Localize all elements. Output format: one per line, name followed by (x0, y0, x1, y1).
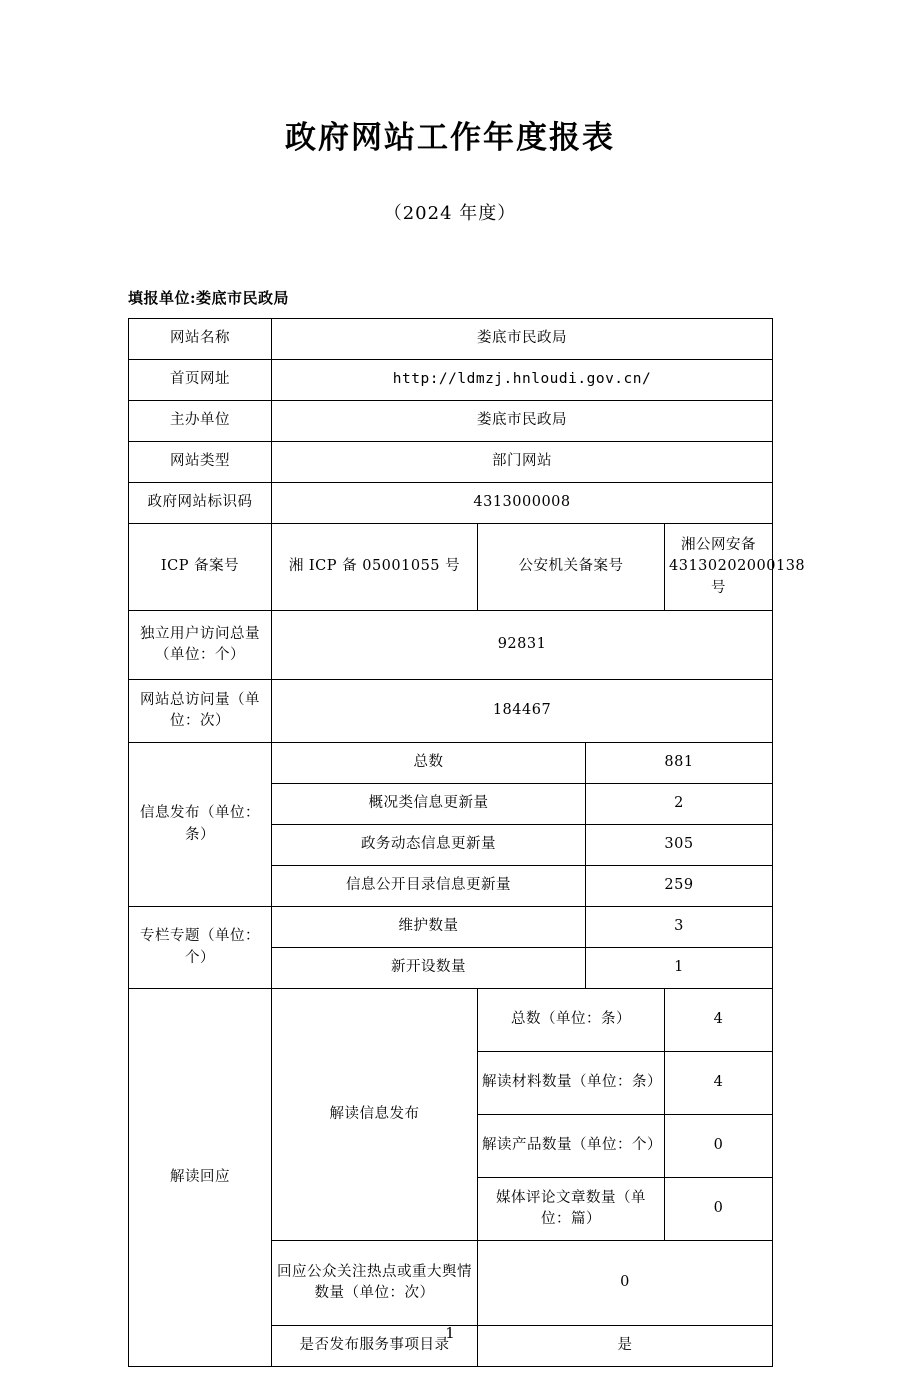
interp-total-value: 4 (665, 989, 773, 1052)
police-record-label: 公安机关备案号 (478, 524, 665, 611)
maintain-count-label: 维护数量 (272, 907, 586, 948)
site-name-value: 娄底市民政局 (272, 319, 773, 360)
host-unit-label: 主办单位 (129, 401, 272, 442)
total-visits-label: 网站总访问量（单位：次） (129, 680, 272, 743)
info-total-value: 881 (586, 743, 773, 784)
info-publish-label: 信息发布（单位：条） (129, 743, 272, 907)
site-type-value: 部门网站 (272, 442, 773, 483)
icp-value: 湘 ICP 备 05001055 号 (272, 524, 478, 611)
unique-visitors-value: 92831 (272, 611, 773, 680)
police-record-value: 湘公网安备 43130202000138 号 (665, 524, 773, 611)
table-row (129, 680, 773, 743)
table-row (129, 611, 773, 680)
interp-total-label: 总数（单位：条） (478, 989, 665, 1052)
affairs-update-value: 305 (586, 825, 773, 866)
table-row (129, 989, 773, 1052)
table-row (129, 524, 773, 611)
overview-update-value: 2 (586, 784, 773, 825)
interp-material-value: 4 (665, 1052, 773, 1115)
table-row (129, 483, 773, 524)
info-total-label: 总数 (272, 743, 586, 784)
table-row (129, 401, 773, 442)
site-type-label: 网站类型 (129, 442, 272, 483)
table-row (129, 442, 773, 483)
document-page (0, 112, 900, 1384)
page-title: 政府网站工作年度报表 (285, 120, 615, 156)
service-catalog-value: 是 (478, 1326, 773, 1367)
hotspot-value: 0 (478, 1241, 773, 1326)
icp-label: ICP 备案号 (129, 524, 272, 611)
site-code-value: 4313000008 (272, 483, 773, 524)
interp-material-label: 解读材料数量（单位：条） (478, 1052, 665, 1115)
service-catalog-label: 是否发布服务事项目录 (272, 1326, 478, 1367)
hotspot-label: 回应公众关注热点或重大舆情数量（单位：次） (272, 1241, 478, 1326)
catalog-update-value: 259 (586, 866, 773, 907)
interpretation-publish-label: 解读信息发布 (272, 989, 478, 1241)
column-topic-label: 专栏专题（单位：个） (129, 907, 272, 989)
homepage-label: 首页网址 (129, 360, 272, 401)
site-code-label: 政府网站标识码 (129, 483, 272, 524)
page-subtitle: （2024 年度） (383, 203, 517, 224)
page-number: 1 (445, 1324, 455, 1342)
unique-visitors-label: 独立用户访问总量（单位：个） (129, 611, 272, 680)
homepage-value: http://ldmzj.hnloudi.gov.cn/ (272, 360, 773, 401)
media-comment-label: 媒体评论文章数量（单位：篇） (478, 1178, 665, 1241)
host-unit-value: 娄底市民政局 (272, 401, 773, 442)
table-row (129, 360, 773, 401)
report-unit-label: 填报单位:娄底市民政局 (128, 289, 290, 307)
maintain-count-value: 3 (586, 907, 773, 948)
catalog-update-label: 信息公开目录信息更新量 (272, 866, 586, 907)
interp-product-value: 0 (665, 1115, 773, 1178)
interpretation-label: 解读回应 (129, 989, 272, 1367)
table-row (129, 319, 773, 360)
total-visits-value: 184467 (272, 680, 773, 743)
new-count-label: 新开设数量 (272, 948, 586, 989)
media-comment-value: 0 (665, 1178, 773, 1241)
new-count-value: 1 (586, 948, 773, 989)
site-name-label: 网站名称 (129, 319, 272, 360)
overview-update-label: 概况类信息更新量 (272, 784, 586, 825)
affairs-update-label: 政务动态信息更新量 (272, 825, 586, 866)
table-row (129, 907, 773, 948)
table-row (129, 743, 773, 784)
annual-report-table (128, 318, 806, 1367)
interp-product-label: 解读产品数量（单位：个） (478, 1115, 665, 1178)
